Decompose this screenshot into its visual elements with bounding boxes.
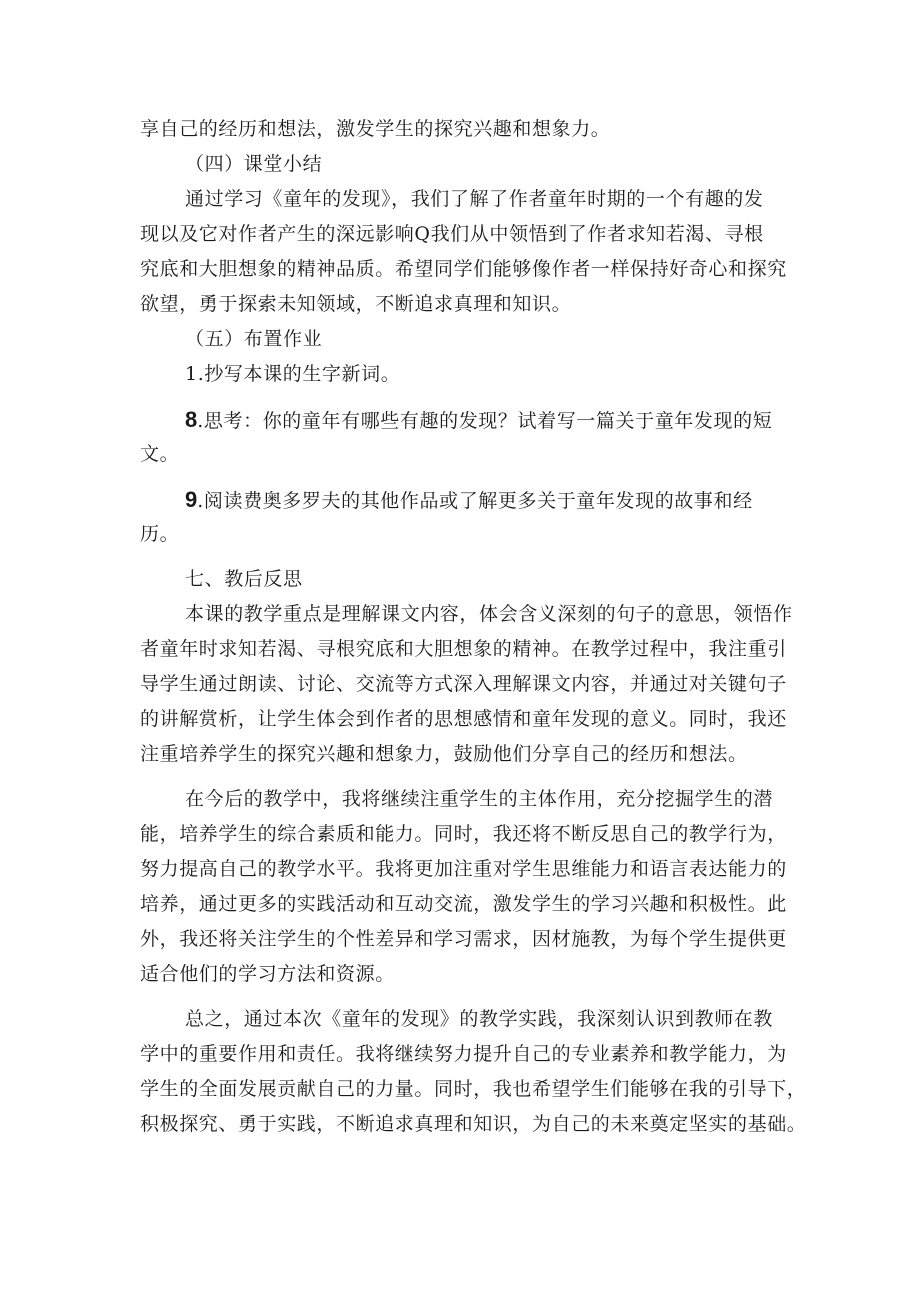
text-line: 导学生通过朗读、讨论、交流等方式深入理解课文内容，并通过对关键句子 bbox=[140, 673, 787, 695]
list-number: 9 bbox=[185, 487, 198, 512]
document-body bbox=[140, 112, 807, 1142]
paragraph-reflection-2 bbox=[140, 782, 800, 992]
text-line: 努力提高自己的教学水平。我将更加注重对学生思维能力和语言表达能力的 bbox=[140, 858, 787, 880]
homework-item-3 bbox=[140, 482, 800, 552]
section-heading-class-summary bbox=[140, 147, 800, 182]
section-heading-reflection bbox=[140, 562, 800, 597]
spacer bbox=[140, 552, 800, 562]
spacer bbox=[140, 992, 800, 1002]
text-line: 在今后的教学中，我将继续注重学生的主体作用，充分挖掘学生的潜 bbox=[185, 788, 774, 810]
text-line bbox=[140, 482, 800, 517]
text-line: 适合他们的学习方法和资源。 bbox=[140, 963, 395, 985]
text-line: 通过学习《童年的发现》，我们了解了作者童年时期的一个有趣的发 bbox=[185, 188, 764, 210]
text-line: 现以及它对作者产生的深远影响Q我们从中领悟到了作者求知若渴、寻根 bbox=[140, 223, 764, 245]
text-line bbox=[140, 402, 800, 437]
paragraph-reflection-1 bbox=[140, 597, 800, 772]
list-text: .思考：你的童年有哪些有趣的发现？试着写一篇关于童年发现的短 bbox=[197, 410, 773, 432]
paragraph-conclusion bbox=[140, 1002, 807, 1142]
text-line: 外，我还将关注学生的个性差异和学习需求，因材施教，为每个学生提供更 bbox=[140, 928, 787, 950]
section-heading-homework bbox=[140, 322, 800, 357]
text-line: 积极探究、勇于实践，不断追求真理和知识，为自己的未来奠定坚实的基础。 bbox=[140, 1113, 807, 1135]
spacer bbox=[140, 772, 800, 782]
paragraph-summary bbox=[140, 182, 800, 322]
list-number: 8 bbox=[185, 407, 198, 432]
text-line: 历。 bbox=[140, 523, 180, 545]
text-line: 本课的教学重点是理解课文内容，体会含义深刻的句子的意思，领悟作 bbox=[185, 603, 793, 625]
text-line: 欲望，勇于探索未知领域，不断追求真理和知识。 bbox=[140, 293, 572, 315]
text-line: 培养，通过更多的实践活动和互动交流，激发学生的学习兴趣和积极性。此 bbox=[140, 893, 787, 915]
heading-text: （四）课堂小结 bbox=[185, 153, 323, 175]
text-line: 学中的重要作用和责任。我将继续努力提升自己的专业素养和教学能力，为 bbox=[140, 1043, 787, 1065]
homework-item-1 bbox=[140, 357, 800, 392]
spacer bbox=[140, 472, 800, 482]
heading-text: 七、教后反思 bbox=[185, 568, 303, 590]
text-line: 者童年时求知若渴、寻根究底和大胆想象的精神。在教学过程中，我注重引 bbox=[140, 638, 787, 660]
paragraph-continued bbox=[140, 112, 800, 147]
text-line: 文。 bbox=[140, 443, 180, 465]
text-line: 享自己的经历和想法，激发学生的探究兴趣和想象力。 bbox=[140, 118, 611, 140]
text-line: 能，培养学生的综合素质和能力。同时，我还将不断反思自己的教学行为， bbox=[140, 823, 787, 845]
text-line: 注重培养学生的探究兴趣和想象力，鼓励他们分享自己的经历和想法。 bbox=[140, 743, 748, 765]
text-line: 1.抄写本课的生字新词。 bbox=[185, 363, 401, 385]
text-line: 学生的全面发展贡献自己的力量。同时，我也希望学生们能够在我的引导下， bbox=[140, 1078, 807, 1100]
list-text: .阅读费奥多罗夫的其他作品或了解更多关于童年发现的故事和经 bbox=[197, 490, 753, 512]
heading-text: （五）布置作业 bbox=[185, 328, 323, 350]
homework-item-2 bbox=[140, 402, 800, 472]
text-line: 究底和大胆想象的精神品质。希望同学们能够像作者一样保持好奇心和探究 bbox=[140, 258, 787, 280]
text-line: 的讲解赏析，让学生体会到作者的思想感情和童年发现的意义。同时，我还 bbox=[140, 708, 787, 730]
spacer bbox=[140, 392, 800, 402]
text-line: 总之，通过本次《童年的发现》的教学实践，我深刻认识到教师在教 bbox=[185, 1008, 774, 1030]
